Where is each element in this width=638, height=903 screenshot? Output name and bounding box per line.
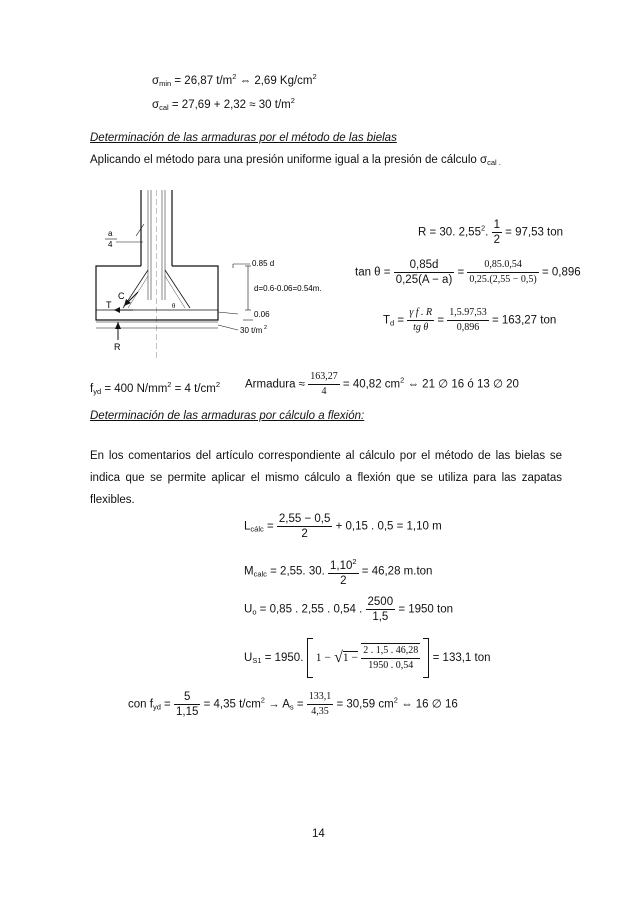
eq-R: R = 30. 2,55$^2$. $\frac{1}{2}$ = 97,53 ton	[418, 219, 564, 246]
label-085d: 0.85 d	[252, 259, 275, 268]
label-T: T	[106, 300, 112, 310]
label-d: d=0.6-0.06=0.54m.	[254, 284, 322, 293]
eq-Td: $T_d$ = $\frac{\text{γ f . R}}{\text{tg θ}}$ = $\frac{1,5.97,53}{0,896}$ = 163,27 ton	[383, 307, 557, 333]
label-a-den: 4	[108, 240, 113, 249]
footing-diagram	[88, 190, 358, 360]
heading-bielas: Determinación de las armaduras por el método de las bielas	[90, 132, 397, 144]
para-flexion: En los comentarios del artículo correspondiente al cálculo por el método de las bielas se indica que se permite aplicar el mismo cálculo a flexión que se utiliza para las zapatas flexibles.	[90, 450, 562, 506]
eq-armadura: Armadura ≈ $\frac{163,27}{4}$ = 40,82 $cm^2$ ⇔ 21 ∅ 16 ó 13 ∅ 20	[245, 371, 519, 397]
label-a: a	[108, 229, 113, 238]
label-C: C	[118, 291, 125, 301]
para-bielas: Aplicando el método para una presión uniforme igual a la presión de cálculo $\sigma_{cal .}$	[90, 154, 501, 167]
page-number: 14	[312, 828, 325, 840]
eq-sigma-cal: $\sigma_{cal} = 27,69 + 2,32 \approx 30$ $t/m^2$	[152, 96, 295, 112]
eq-U0: $U_o = 0,85$ . 2,55 . 0,54 . $\frac{2500}{1,5}$ = 1950 ton	[244, 596, 453, 623]
eq-L: $L_{cálc}$ = $\frac{2,55 - 0,5}{2}$ + 0,15 . 0,5 = 1,10 m	[244, 513, 442, 540]
eq-tan: tan θ = $\frac{0,85d}{0,25(A - a)}$ = $\frac{0,85.0,54}{0,25.(2,55 - 0,5)}$ = 0,896	[355, 259, 581, 286]
eq-fyd: $f_{yd} = 400$ $N/mm^2 = 4$ $t/cm^2$	[90, 380, 221, 396]
label-theta: θ	[172, 302, 176, 310]
label-load-sup: 2	[264, 325, 268, 331]
label-006: 0.06	[254, 310, 270, 319]
eq-M: $M_{calc} = 2,55$. 30. $\frac{1,10^2}{2}$ = 46,28 m.ton	[244, 557, 433, 587]
eq-US1: $U_{S1} = 1950$. 1 − √1 − $\frac{2 . 1,5 . 46,28}{1950 . 0,54}$ = 133,1 ton	[244, 638, 491, 678]
heading-flexion: Determinación de las armaduras por cálculo a flexión:	[90, 410, 365, 422]
eq-sigma-min: $\sigma_{min} = 26,87$ $t/m^2$ ⇔ 2,69 $Kg/cm^2$	[152, 72, 317, 88]
label-R: R	[114, 342, 121, 352]
eq-con: con $f_{yd}$ = $\frac{5}{1,15}$ = 4,35 $t/cm^2 \to A_s$ = $\frac{133,1}{4,35}$ = 30,59 $cm^2$ ⇔ 16 ∅ 16	[128, 691, 458, 718]
label-load: 30 t/m	[240, 326, 263, 335]
